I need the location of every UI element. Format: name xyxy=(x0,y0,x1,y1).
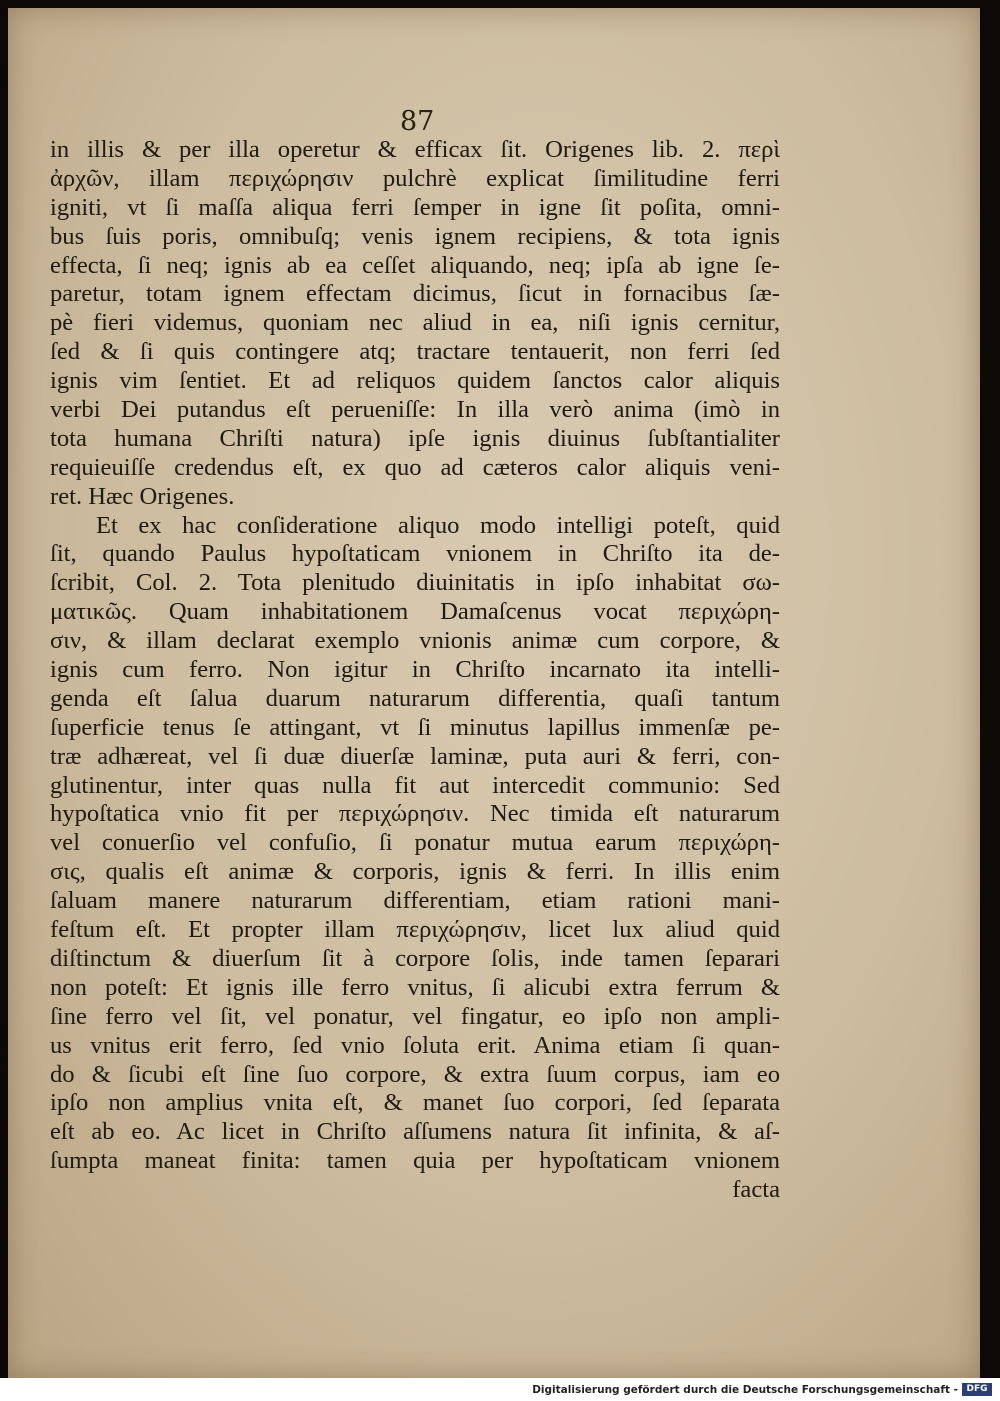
book-page xyxy=(8,8,980,1378)
text-line: feſtum eſt. Et propter illam περιχώρησιν, licet lux aliud quid xyxy=(50,916,780,944)
text-line: vel conuerſio vel confuſio, ſi ponatur mutua earum περιχώρη- xyxy=(50,829,780,857)
dfg-logo: DFG xyxy=(962,1383,992,1396)
text-line: effecta, ſi neq; ignis ab ea ceſſet aliquando, neq; ipſa ab igne ſe- xyxy=(50,251,780,279)
text-line: diſtinctum & diuerſum ſit à corpore ſolis, inde tamen ſeparari xyxy=(50,944,780,972)
text-line: ſed & ſi quis contingere atq; tractare tentauerit, non ferri ſed xyxy=(50,338,780,366)
text-line: σις, qualis eſt animæ & corporis, ignis & ferri. In illis enim xyxy=(50,858,780,886)
text-line: ſit, quando Paulus hypoſtaticam vnionem in Chriſto ita de- xyxy=(50,540,780,568)
text-block xyxy=(50,136,780,1205)
text-line: pè fieri videmus, quoniam nec aliud in ea, niſi ignis cernitur, xyxy=(50,309,780,337)
text-line: tota humana Chriſti natura) ipſe ignis diuinus ſubſtantialiter xyxy=(50,424,780,452)
text-line: ignis vim ſentiet. Et ad reliquos quidem ſanctos calor aliquis xyxy=(50,367,780,395)
text-line: do & ſicubi eſt ſine ſuo corpore, & extra ſuum corpus, iam eo xyxy=(50,1060,780,1088)
text-line: ſuperficie tenus ſe attingant, vt ſi minutus lapillus immenſæ pe- xyxy=(50,713,780,741)
text-line: ἀρχῶν, illam περιχώρησιν pulchrè explicat ſimilitudine ferri xyxy=(50,164,780,192)
page-number: 87 xyxy=(400,106,435,137)
text-line: glutinentur, inter quas nulla fit aut intercedit communio: Sed xyxy=(50,771,780,799)
text-line: non poteſt: Et ignis ille ferro vnitus, ſi alicubi extra ferrum & xyxy=(50,973,780,1001)
text-line: ſcribit, Col. 2. Tota plenitudo diuinitatis in ipſo inhabitat σω- xyxy=(50,569,780,597)
text-line: ſine ferro vel ſit, vel ponatur, vel fingatur, eo ipſo non ampli- xyxy=(50,1002,780,1030)
text-line: igniti, vt ſi maſſa aliqua ferri ſemper in igne ſit poſita, omni- xyxy=(50,193,780,221)
text-line: requieuiſſe credendus eſt, ex quo ad cæteros calor aliquis veni- xyxy=(50,453,780,481)
text-line: ματικῶς. Quam inhabitationem Damaſcenus vocat περιχώρη- xyxy=(50,598,780,626)
text-line: ignis cum ferro. Non igitur in Chriſto incarnato ita intelli- xyxy=(50,656,780,684)
text-line: us vnitus erit ferro, ſed vnio ſoluta erit. Anima etiam ſi quan- xyxy=(50,1031,780,1059)
text-line: facta xyxy=(732,1176,780,1204)
text-line: in illis & per illa operetur & efficax ſit. Origenes lib. 2. περὶ xyxy=(50,136,780,163)
text-line: ſaluam manere naturarum differentiam, etiam rationi mani- xyxy=(50,887,780,915)
text-line: ret. Hæc Origenes. xyxy=(50,482,235,510)
text-line: træ adhæreat, vel ſi duæ diuerſæ laminæ, puta auri & ferri, con- xyxy=(50,742,780,770)
text-line: eſt ab eo. Ac licet in Chriſto aſſumens natura ſit infinita, & aſ- xyxy=(50,1118,780,1146)
text-line: bus ſuis poris, omnibuſq; venis ignem recipiens, & tota ignis xyxy=(50,222,780,250)
footer-credit: Digitalisierung gefördert durch die Deutsche Forschungsgemeinschaft - xyxy=(532,1384,958,1396)
text-line: σιν, & illam declarat exemplo vnionis animæ cum corpore, & xyxy=(50,627,780,655)
text-line: ipſo non amplius vnita eſt, & manet ſuo corpori, ſed ſeparata xyxy=(50,1089,780,1117)
text-line: genda eſt ſalua duarum naturarum differentia, quaſi tantum xyxy=(50,684,780,712)
text-line: Et ex hac conſideratione aliquo modo intelligi poteſt, quid xyxy=(96,511,780,539)
text-line: hypoſtatica vnio fit per περιχώρησιν. Nec timida eſt naturarum xyxy=(50,800,780,828)
text-line: ſumpta maneat finita: tamen quia per hypoſtaticam vnionem xyxy=(50,1147,780,1175)
text-line: verbi Dei putandus eſt perueniſſe: In illa verò anima (imò in xyxy=(50,396,780,424)
text-line: paretur, totam ignem effectam dicimus, ſicut in fornacibus ſæ- xyxy=(50,280,780,308)
footer-bar xyxy=(0,1378,1000,1401)
